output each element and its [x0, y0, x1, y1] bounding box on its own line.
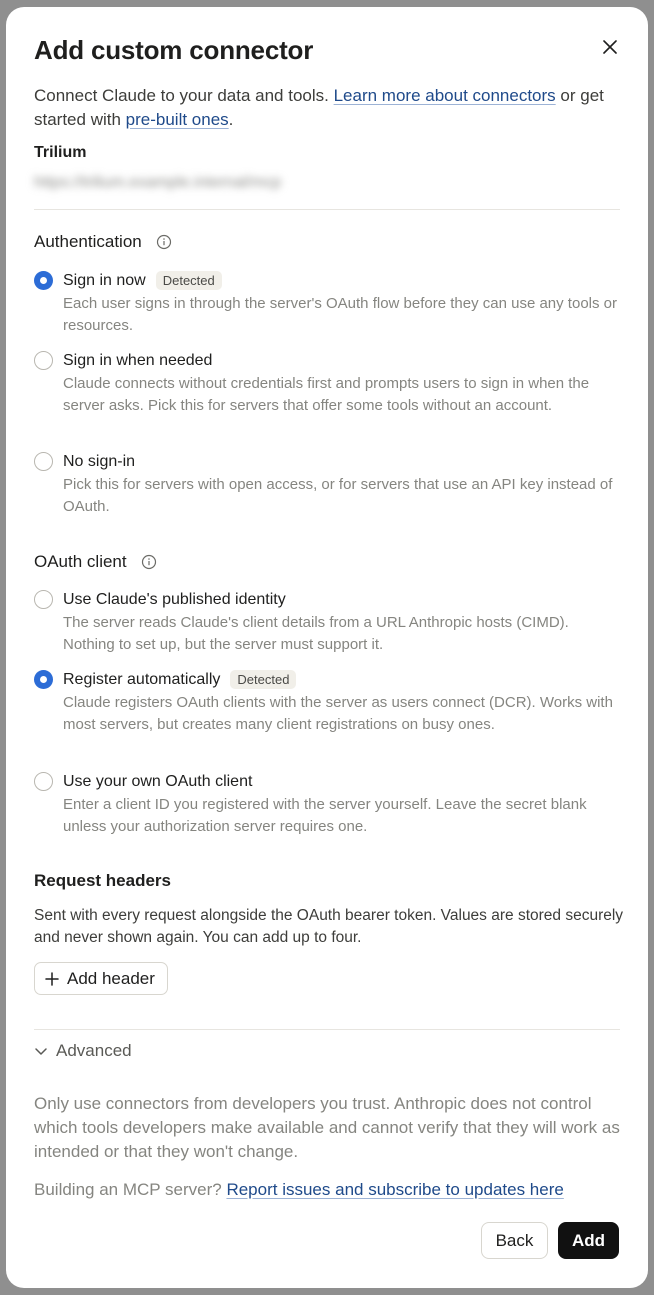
- request-headers-description: Sent with every request alongside the OAuth bearer token. Values are stored securely and never shown again. You can add up to four.: [34, 907, 624, 946]
- chevron-down-icon: [34, 1044, 48, 1058]
- divider: [34, 209, 620, 210]
- add-header-label: Add header: [67, 968, 155, 988]
- back-button[interactable]: Back: [481, 1222, 548, 1259]
- learn-more-link[interactable]: Learn more about connectors: [333, 86, 556, 105]
- option-label: Use Claude's published identity: [63, 590, 286, 608]
- intro-or: or get started with: [34, 86, 604, 129]
- add-header-button[interactable]: [34, 962, 168, 995]
- request-headers-title: [34, 871, 171, 891]
- option-description: The server reads Claude's client details from a URL Anthropic hosts (CIMD). Nothing to set up, but the server must support it.: [63, 614, 569, 653]
- option-label: Sign in now: [63, 271, 146, 289]
- intro-prefix: Connect Claude to your data and tools.: [34, 86, 334, 105]
- add-connector-dialog: [6, 7, 648, 1288]
- server-name: Trilium: [34, 144, 87, 161]
- radio-sign-in-when-needed[interactable]: [34, 351, 53, 370]
- add-button[interactable]: Add: [558, 1222, 619, 1259]
- info-icon[interactable]: [141, 554, 157, 570]
- plus-icon: [45, 972, 59, 986]
- info-icon[interactable]: [156, 234, 172, 250]
- close-icon: [603, 40, 617, 54]
- option-description: Each user signs in through the server's OAuth flow before they can use any tools or resources.: [63, 295, 617, 334]
- detected-badge: Detected: [230, 670, 296, 689]
- radio-no-sign-in[interactable]: [34, 452, 53, 471]
- trust-disclaimer: Only use connectors from developers you trust. Anthropic does not control which tools developers make available and cannot verify that they will work as intended or that they won't change.: [34, 1094, 620, 1161]
- close-button[interactable]: [598, 35, 622, 59]
- server-url: https://trilium.example.internal/mcp: [34, 174, 282, 191]
- option-label: No sign-in: [63, 452, 136, 470]
- intro-text: [34, 84, 624, 132]
- auth-option-no-sign-in[interactable]: [34, 450, 620, 517]
- auth-option-sign-in-when-needed[interactable]: [34, 349, 620, 416]
- intro-end: .: [228, 110, 234, 129]
- advanced-toggle[interactable]: [34, 1041, 132, 1061]
- oauth-option-published-identity[interactable]: [34, 588, 620, 655]
- option-description: Claude registers OAuth clients with the server as users connect (DCR). Works with most servers, but creates many client registrations on busy ones.: [63, 694, 613, 733]
- oauth-option-own-client[interactable]: [34, 770, 620, 837]
- radio-own-client[interactable]: [34, 772, 53, 791]
- authentication-title: [34, 232, 172, 252]
- radio-sign-in-now[interactable]: [34, 271, 53, 290]
- option-description: Pick this for servers with open access, or for servers that use an API key instead of OAuth.: [63, 476, 613, 515]
- detected-badge: Detected: [156, 271, 222, 290]
- oauth-client-title-text: OAuth client: [34, 552, 127, 571]
- oauth-client-title: [34, 552, 157, 572]
- option-description: Enter a client ID you registered with the server yourself. Leave the secret blank unless your authorization server requires one.: [63, 796, 587, 835]
- dialog-title: Add custom connector: [34, 35, 314, 65]
- prebuilt-link[interactable]: pre-built ones: [125, 110, 229, 129]
- mcp-prefix: Building an MCP server?: [34, 1180, 227, 1199]
- option-label: Use your own OAuth client: [63, 772, 253, 790]
- advanced-label: Advanced: [56, 1041, 132, 1060]
- option-label: Sign in when needed: [63, 351, 213, 369]
- authentication-title-text: Authentication: [34, 232, 142, 251]
- radio-published-identity[interactable]: [34, 590, 53, 609]
- report-issues-link[interactable]: Report issues and subscribe to updates here: [226, 1180, 564, 1199]
- request-headers-title-text: Request headers: [34, 871, 171, 890]
- option-description: Claude connects without credentials first and prompts users to sign in when the server asks. Pick this for servers that offer some tools without an account.: [63, 375, 590, 414]
- auth-option-sign-in-now[interactable]: [34, 269, 620, 336]
- option-label: Register automatically: [63, 670, 221, 688]
- oauth-option-register-automatically[interactable]: [34, 668, 620, 735]
- radio-register-automatically[interactable]: [34, 670, 53, 689]
- divider: [34, 1029, 620, 1030]
- mcp-server-line: [34, 1178, 624, 1202]
